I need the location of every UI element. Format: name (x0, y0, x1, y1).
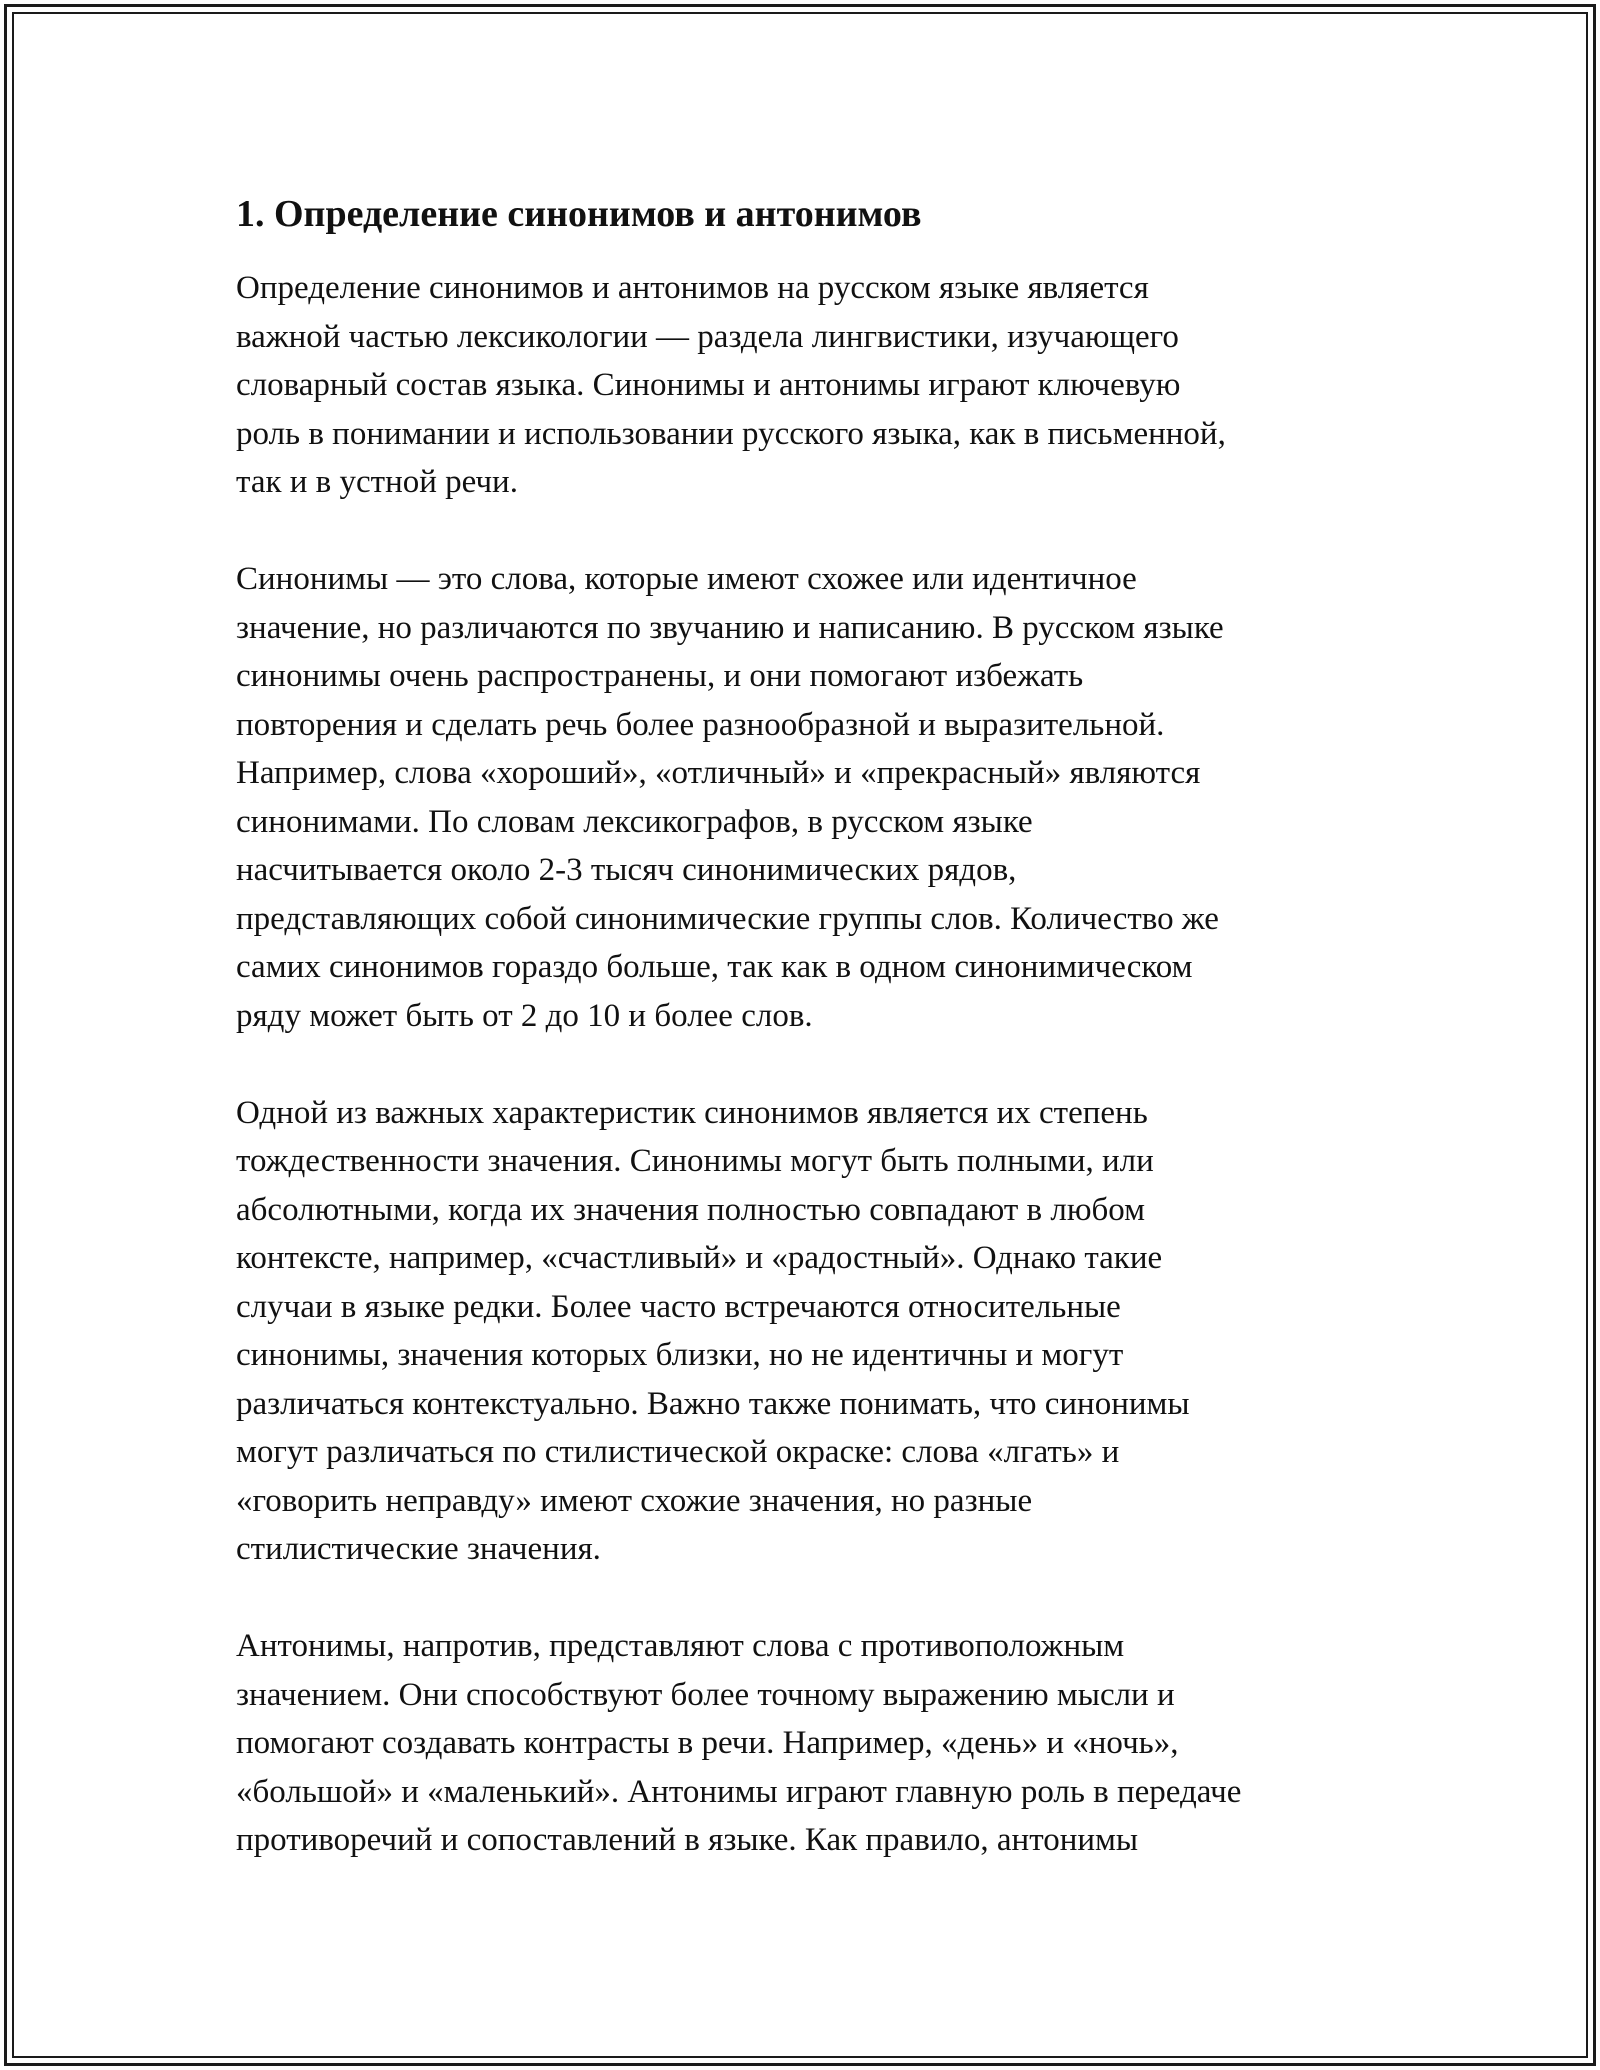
text-line: самих синонимов гораздо больше, так как в одном синонимическом (236, 949, 1193, 985)
text-line: синонимы, значения которых близки, но не идентичны и могут (236, 1337, 1124, 1373)
text-line: насчитывается около 2-3 тысяч синонимических рядов, (236, 852, 1017, 888)
text-line: могут различаться по стилистической окраске: слова «лгать» и (236, 1434, 1120, 1470)
text-line: Одной из важных характеристик синонимов является их степень (236, 1094, 1148, 1131)
paragraph-intro (236, 264, 1366, 507)
text-line: тождественности значения. Синонимы могут быть полными, или (236, 1143, 1154, 1179)
text-line: помогают создавать контрасты в речи. Например, «день» и «ночь», (236, 1725, 1179, 1761)
text-line: различаться контекстуально. Важно также понимать, что синонимы (236, 1385, 1190, 1422)
text-line: значение, но различаются по звучанию и написанию. В русском языке (236, 609, 1224, 646)
text-line: ряду может быть от 2 до 10 и более слов. (236, 997, 813, 1034)
text-line: важной частью лексикологии — раздела лингвистики, изучающего (236, 318, 1179, 355)
text-line: представляющих собой синонимические группы слов. Количество же (236, 900, 1219, 937)
section-heading: 1. Определение синонимов и антонимов (236, 193, 922, 235)
text-line: абсолютными, когда их значения полностью совпадают в любом (236, 1191, 1146, 1228)
text-line: роль в понимании и использовании русского языка, как в письменной, (236, 415, 1226, 452)
text-line: контексте, например, «счастливый» и «радостный». Однако такие (236, 1240, 1163, 1276)
paragraph-antonyms (236, 1622, 1366, 1865)
text-line: синонимы очень распространены, и они помогают избежать (236, 658, 1084, 694)
text-line: Например, слова «хороший», «отличный» и «прекрасный» являются (236, 755, 1201, 791)
text-line: Антонимы, напротив, представляют слова с противоположным (236, 1628, 1125, 1664)
text-line: повторения и сделать речь более разнообразной и выразительной. (236, 706, 1165, 743)
text-line: синонимами. По словам лексикографов, в русском языке (236, 803, 1033, 840)
document-body (236, 188, 1366, 1913)
text-line: стилистические значения. (236, 1531, 601, 1567)
text-line: так и в устной речи. (236, 464, 518, 500)
text-line: случаи в языке редки. Более часто встречаются относительные (236, 1288, 1121, 1325)
text-line: «говорить неправду» имеют схожие значения, но разные (236, 1482, 1033, 1519)
paragraph-synonyms (236, 555, 1366, 1040)
text-line: противоречий и сопоставлений в языке. Как правило, антонимы (236, 1822, 1139, 1858)
paragraph-synonym-degree (236, 1089, 1366, 1574)
text-line: «большой» и «маленький». Антонимы играют главную роль в передаче (236, 1773, 1242, 1810)
text-line: Определение синонимов и антонимов на русском языке является (236, 270, 1149, 306)
text-line: значением. Они способствуют более точному выражению мысли и (236, 1676, 1175, 1713)
text-line: словарный состав языка. Синонимы и антонимы играют ключевую (236, 367, 1181, 403)
text-line: Синонимы — это слова, которые имеют схожее или идентичное (236, 561, 1137, 597)
